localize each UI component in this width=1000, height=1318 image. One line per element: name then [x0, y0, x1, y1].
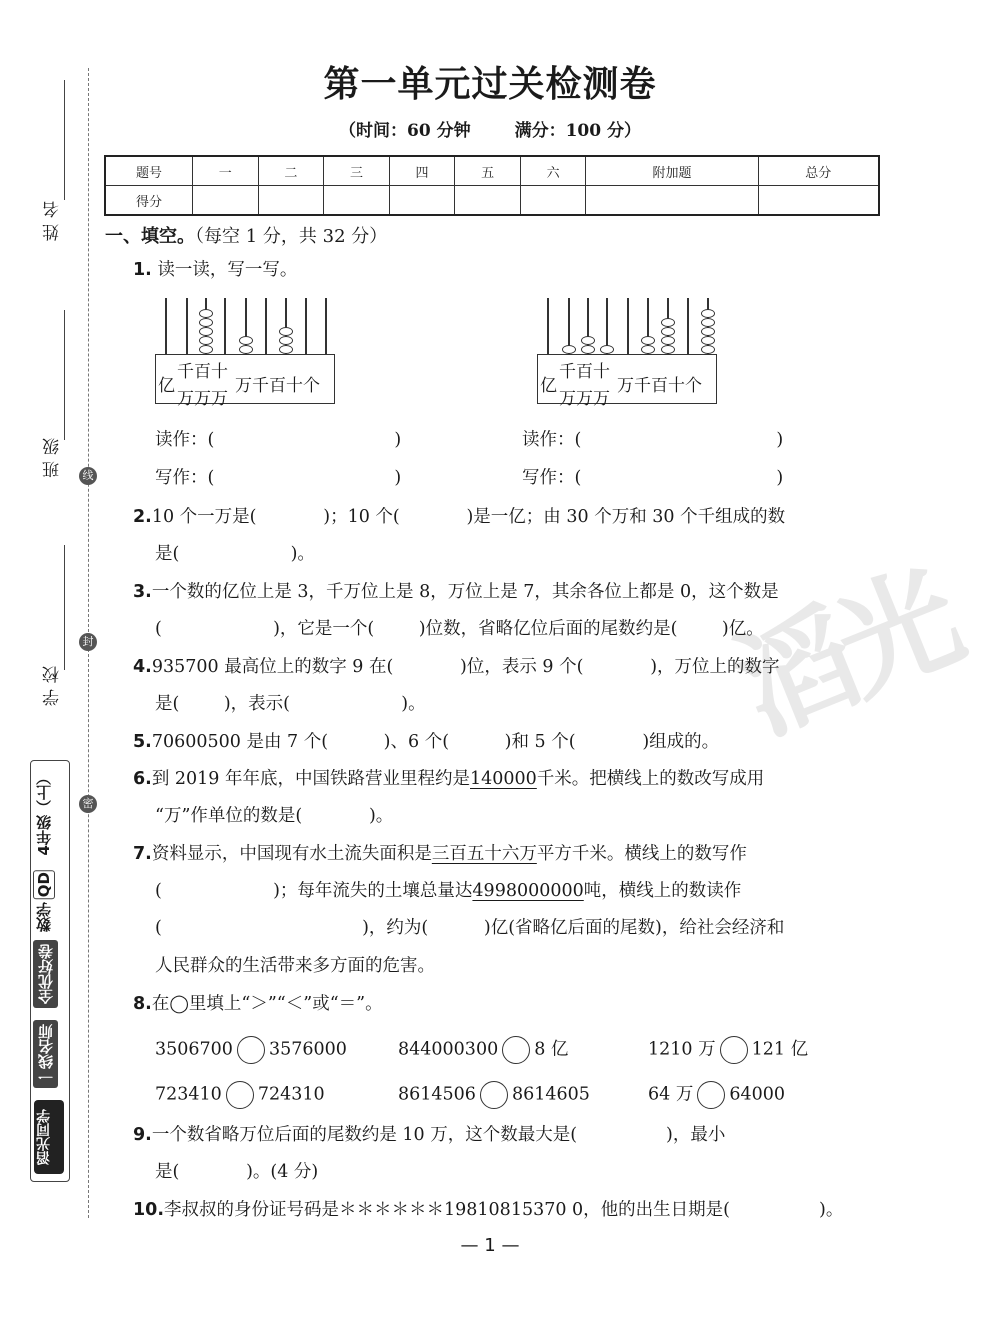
question-7-cont: ( )；每年流失的土壤总量达4998000000吨，横线上的数读作	[155, 881, 742, 901]
abacus-label-top: 千百十	[177, 362, 228, 382]
abacus-bead	[279, 336, 293, 345]
watermark: 滔光	[715, 550, 972, 762]
score-col: 五	[455, 156, 521, 186]
abacus-bead	[641, 336, 655, 345]
abacus-bead	[199, 318, 213, 327]
question-7: 7.资料显示，中国现有水土流失面积是三百五十六万平方千米。横线上的数写作	[133, 844, 747, 864]
seal-xian: 线	[79, 467, 97, 485]
question-2: 2.10 个一万是( )；10 个( )是一亿；由 30 个万和 30 个千组成的数	[133, 507, 786, 527]
class-label: 班级	[43, 432, 63, 478]
abacus-bead	[661, 345, 675, 354]
score-cell[interactable]	[258, 186, 324, 216]
brand-subject: 数学	[35, 902, 53, 932]
abacus-bead	[239, 345, 253, 354]
name-label: 姓名	[43, 195, 63, 241]
abacus-bead	[279, 345, 293, 354]
question-9: 9.一个数省略万位后面的尾数约是 10 万，这个数最大是( )，最小	[133, 1125, 726, 1145]
page-title: 第一单元过关检测卷	[323, 64, 657, 105]
question-2-cont: 是( )。	[155, 544, 315, 564]
question-10: 10.李叔叔的身份证号码是＊＊＊＊＊＊19810815370 0，他的出生日期是( )。	[133, 1200, 844, 1220]
score-col: 三	[324, 156, 390, 186]
abacus-bead	[701, 345, 715, 354]
abacus-bead	[701, 327, 715, 336]
compare-5: 8614506 8614605	[398, 1081, 590, 1109]
abacus-left	[155, 298, 335, 408]
abacus-label-yi: 亿	[540, 376, 557, 396]
time-limit: （时间：60 分钟	[339, 121, 471, 141]
question-9-cont: 是( )。(4 分)	[155, 1162, 319, 1182]
question-4: 4.935700 最高位上的数字 9 在( )位，表示 9 个( )，万位上的数字	[133, 657, 780, 677]
write-line-right: 写作：( )	[522, 468, 784, 488]
score-col: 一	[193, 156, 259, 186]
abacus-rod	[224, 298, 226, 355]
brand-slogan: 一线名师	[33, 1020, 58, 1088]
seal-mi: 密	[79, 795, 97, 813]
score-col: 六	[520, 156, 586, 186]
compare-circle[interactable]	[226, 1081, 254, 1109]
abacus-bead	[199, 345, 213, 354]
abacus-bead	[600, 345, 614, 354]
question-3-cont: ( )，它是一个( )位数，省略亿位后面的尾数约是( )亿。	[155, 619, 764, 639]
abacus-rod	[265, 298, 267, 355]
score-col: 附加题	[586, 156, 758, 186]
class-line	[64, 310, 65, 440]
compare-circle[interactable]	[237, 1036, 265, 1064]
brand-grade: 4年级（上）	[35, 770, 53, 856]
abacus-bead	[239, 336, 253, 345]
abacus-bead	[701, 309, 715, 318]
brand-edition: QD	[35, 872, 53, 898]
full-score: 满分：100 分）	[514, 121, 641, 141]
abacus-label-yi: 亿	[158, 376, 175, 396]
page-number: — 1 —	[460, 1235, 520, 1256]
abacus-bead	[661, 318, 675, 327]
question-7-cont3: 人民群众的生活带来多方面的危害。	[155, 956, 435, 976]
question-4-cont: 是( )，表示( )。	[155, 694, 426, 714]
abacus-label-top: 千百十	[559, 362, 610, 382]
abacus-label-bottom: 万万万	[559, 389, 610, 409]
abacus-label-units: 万千百十个	[235, 376, 320, 396]
score-cell[interactable]	[389, 186, 455, 216]
score-table	[104, 155, 880, 216]
score-col: 二	[258, 156, 324, 186]
abacus-bead	[661, 327, 675, 336]
abacus-bead	[661, 336, 675, 345]
score-cell[interactable]	[520, 186, 586, 216]
abacus-rod	[305, 298, 307, 355]
score-cell[interactable]	[586, 186, 758, 216]
compare-2: 844000300 8 亿	[398, 1036, 568, 1064]
abacus-bead	[199, 336, 213, 345]
abacus-bead	[199, 309, 213, 318]
score-cell[interactable]	[455, 186, 521, 216]
compare-3: 1210 万 121 亿	[648, 1036, 808, 1064]
abacus-bead	[562, 345, 576, 354]
abacus-bead	[701, 336, 715, 345]
score-row-label: 得分	[105, 186, 193, 216]
brand-logo: 滔光同学	[34, 1100, 64, 1174]
school-label: 学校	[43, 660, 63, 706]
school-line	[64, 545, 65, 670]
seal-feng: 封	[79, 633, 97, 651]
abacus-rod	[325, 298, 327, 355]
question-1: 1. 读一读，写一写。	[133, 260, 298, 280]
score-cell[interactable]	[324, 186, 390, 216]
compare-circle[interactable]	[720, 1036, 748, 1064]
read-line-right: 读作：( )	[522, 430, 784, 450]
score-cell[interactable]	[193, 186, 259, 216]
abacus-label-units: 万千百十个	[617, 376, 702, 396]
compare-4: 723410 724310	[155, 1081, 325, 1109]
abacus-rod	[547, 298, 549, 355]
question-7-cont2: ( )，约为( )亿(省略亿后面的尾数)，给社会经济和	[155, 918, 785, 938]
exam-meta	[0, 116, 980, 141]
abacus-bead	[701, 318, 715, 327]
abacus-bead	[581, 336, 595, 345]
brand-series: 全优好卷	[33, 940, 58, 1008]
question-8: 8.在◯里填上“＞”“＜”或“＝”。	[133, 994, 383, 1014]
section-heading: 一、填空。（每空 1 分，共 32 分）	[105, 226, 388, 247]
compare-6: 64 万 64000	[648, 1081, 785, 1109]
abacus-rod	[687, 298, 689, 355]
question-6-cont: “万”作单位的数是( )。	[155, 806, 394, 826]
abacus-rod	[165, 298, 167, 355]
compare-circle[interactable]	[480, 1081, 508, 1109]
read-line-left: 读作：( )	[155, 430, 402, 450]
abacus-rod	[627, 298, 629, 355]
abacus-bead	[641, 345, 655, 354]
abacus-right	[537, 298, 717, 408]
score-cell[interactable]	[758, 186, 879, 216]
question-3: 3.一个数的亿位上是 3，千万位上是 8，万位上是 7，其余各位上都是 0，这个数是	[133, 582, 779, 602]
question-6: 6.到 2019 年年底，中国铁路营业里程约是140000千米。把横线上的数改写成用	[133, 769, 765, 789]
score-col: 四	[389, 156, 455, 186]
abacus-rod	[186, 298, 188, 355]
abacus-bead	[279, 327, 293, 336]
score-col: 总分	[758, 156, 879, 186]
abacus-bead	[581, 345, 595, 354]
abacus-bead	[199, 327, 213, 336]
abacus-label-bottom: 万万万	[177, 389, 228, 409]
score-row-label: 题号	[105, 156, 193, 186]
write-line-left: 写作：( )	[155, 468, 402, 488]
compare-circle[interactable]	[502, 1036, 530, 1064]
compare-circle[interactable]	[697, 1081, 725, 1109]
compare-1: 3506700 3576000	[155, 1036, 347, 1064]
question-5: 5.70600500 是由 7 个( )、6 个( )和 5 个( )组成的。	[133, 732, 720, 752]
